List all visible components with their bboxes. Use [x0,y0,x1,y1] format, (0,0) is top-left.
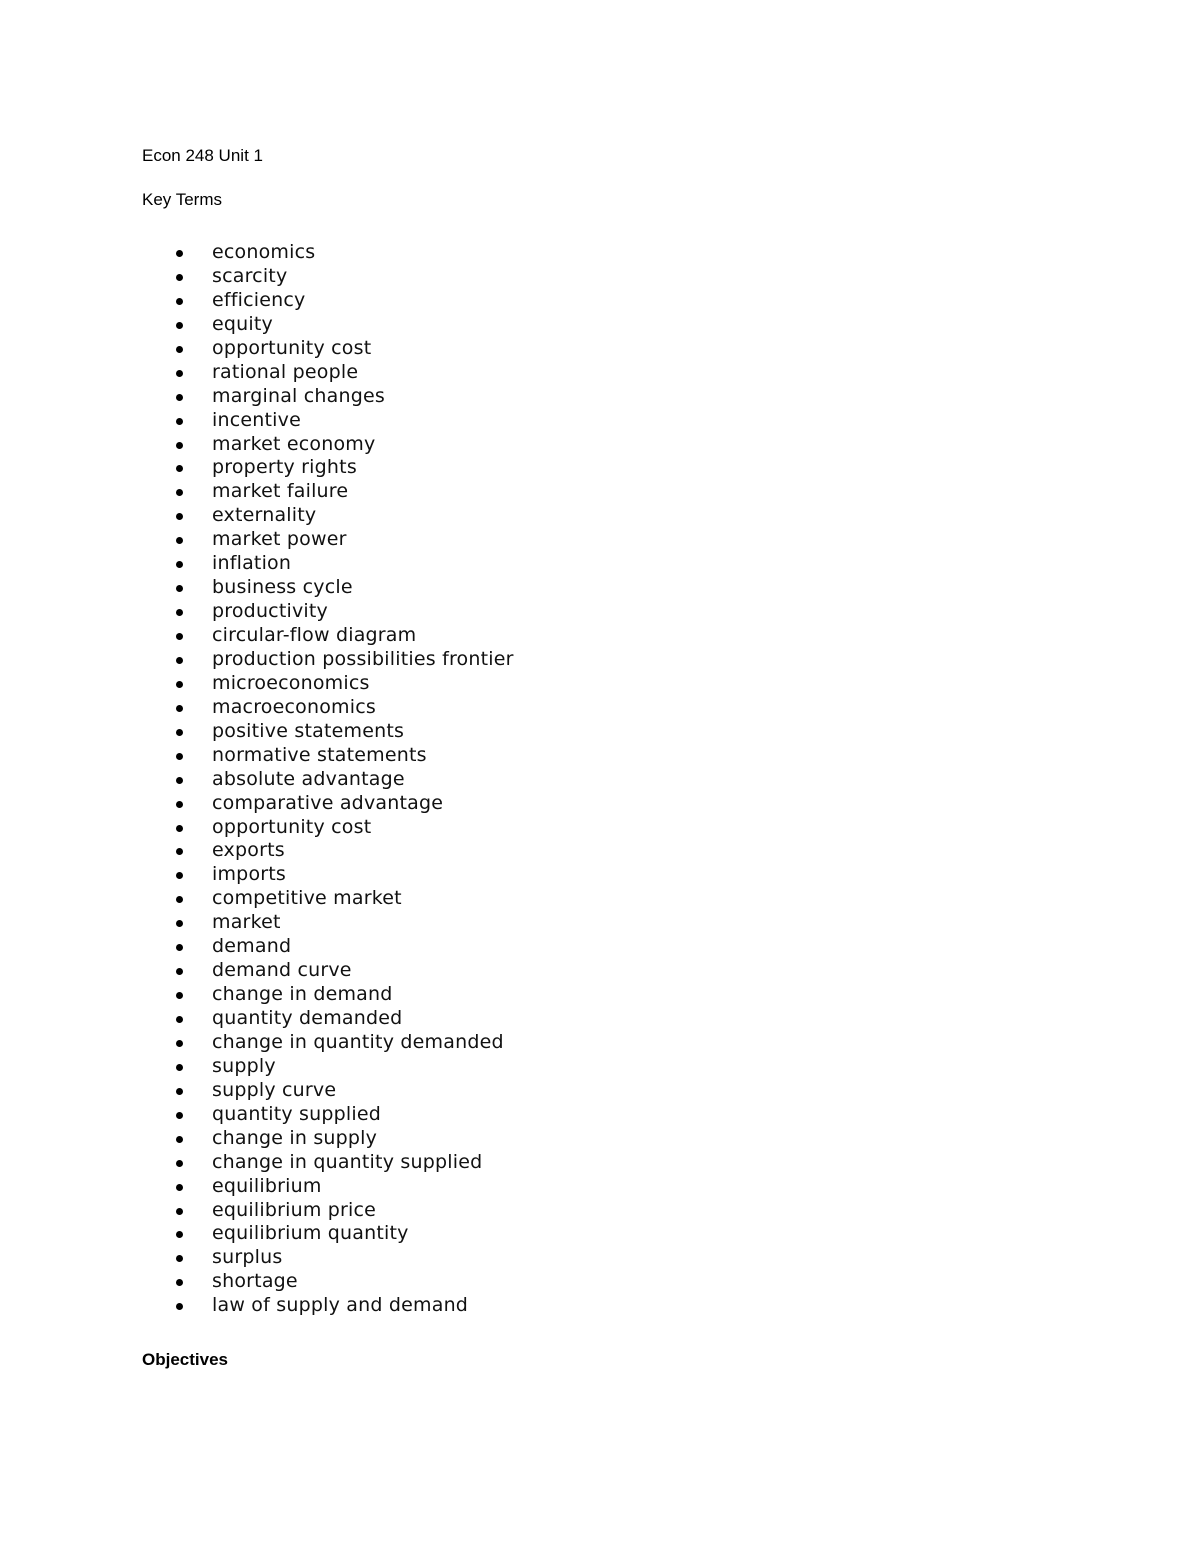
key-term-text: productivity [212,600,328,623]
bullet-icon [176,489,183,496]
key-term-text: equilibrium [212,1174,322,1197]
key-term-text: absolute advantage [212,767,405,790]
bullet-icon [176,777,183,784]
key-term-text: comparative advantage [212,791,444,814]
key-term-text: business cycle [212,576,353,599]
bullet-icon [176,705,183,712]
key-term-text: microeconomics [212,671,370,694]
bullet-icon [176,1088,183,1095]
bullet-icon [176,848,183,855]
bullet-icon [176,1112,183,1119]
key-term-text: equity [212,312,273,335]
key-term-text: market economy [212,432,376,455]
bullet-icon [176,657,183,664]
bullet-icon [176,418,183,425]
bullet-icon [176,1184,183,1191]
bullet-icon [176,992,183,999]
key-term-text: equilibrium price [212,1198,377,1221]
bullet-icon [176,872,183,879]
bullet-icon [176,633,183,640]
bullet-icon [176,537,183,544]
key-term-text: imports [212,863,287,886]
bullet-icon [176,896,183,903]
key-term-text: marginal changes [212,384,385,407]
bullet-icon [176,801,183,808]
key-term-text: competitive market [212,887,402,910]
bullet-icon [176,1303,183,1310]
bullet-icon [176,585,183,592]
key-term-text: market power [212,528,347,551]
key-term-text: quantity demanded [212,1007,403,1029]
bullet-icon [176,1136,183,1143]
key-term-text: scarcity [212,264,288,287]
key-term-text: externality [212,504,317,527]
key-term-text: change in quantity supplied [212,1150,483,1173]
key-term-text: inflation [212,552,292,575]
key-term-text: normative statements [212,743,427,766]
bullet-icon [176,1279,183,1286]
key-term-text: production possibilities frontier [212,647,514,670]
bullet-icon [176,465,183,472]
key-term-text: supply curve [212,1078,337,1101]
key-term-text: exports [212,839,285,862]
bullet-icon [176,1255,183,1262]
key-term-text: economics [212,241,316,263]
key-term-text: law of supply and demand [212,1294,469,1317]
bullet-icon [176,920,183,927]
key-term-text: macroeconomics [212,695,376,718]
key-term-text: equilibrium quantity [212,1222,409,1245]
bullet-icon [176,1160,183,1167]
objectives-heading: Objectives [142,1350,228,1369]
bullet-icon [176,968,183,975]
key-term-text: demand curve [212,959,352,982]
bullet-icon [176,370,183,377]
key-term-text: positive statements [212,719,405,742]
key-term-text: supply [212,1054,276,1077]
key-term-text: market [212,911,281,934]
key-term-text: opportunity cost [212,336,372,359]
bullet-icon [176,346,183,353]
bullet-icon [176,274,183,281]
key-term-text: property rights [212,456,357,479]
bullet-icon [176,1231,183,1238]
key-term-text: quantity supplied [212,1102,382,1125]
key-term-text: change in supply [212,1126,378,1149]
bullet-icon [176,1064,183,1071]
key-term-text: opportunity cost [212,815,372,838]
bullet-icon [176,753,183,760]
key-term-text: rational people [212,360,359,383]
bullet-icon [176,513,183,520]
bullet-icon [176,298,183,305]
key-term-text: change in demand [212,983,393,1006]
bullet-icon [176,250,183,257]
bullet-icon [176,1208,183,1215]
bullet-icon [176,609,183,616]
bullet-icon [176,825,183,832]
key-term-text: demand [212,935,292,958]
bullet-icon [176,1040,183,1047]
bullet-icon [176,394,183,401]
bullet-icon [176,944,183,951]
key-term-text: change in quantity demanded [212,1030,504,1053]
bullet-icon [176,442,183,449]
key-term-text: circular-flow diagram [212,624,417,646]
key-terms-heading: Key Terms [142,190,222,209]
key-term-text: surplus [212,1246,283,1269]
bullet-icon [176,1016,183,1023]
key-term-text: efficiency [212,288,306,311]
bullet-icon [176,681,183,688]
document-title: Econ 248 Unit 1 [142,146,263,165]
key-term-text: market failure [212,480,349,503]
bullet-icon [176,322,183,329]
key-term-text: incentive [212,408,301,431]
bullet-icon [176,561,183,568]
bullet-icon [176,729,183,736]
key-term-text: shortage [212,1270,298,1293]
